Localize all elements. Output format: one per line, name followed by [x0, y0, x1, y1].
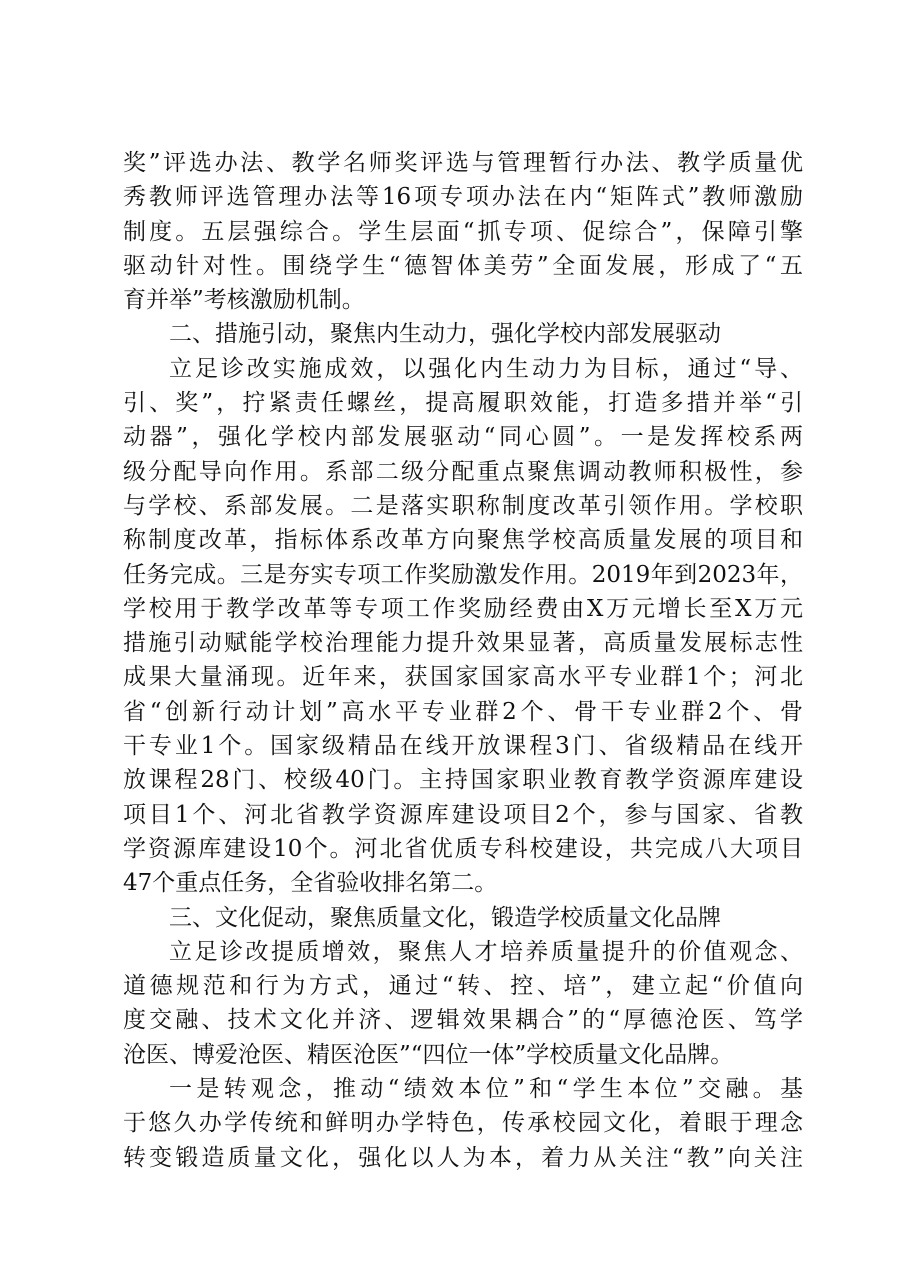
text-line: 动器”，强化学校内部发展驱动“同心圆”。一是发挥校系两: [123, 424, 803, 451]
text-line: 放课程28门、校级40门。主持国家职业教育教学资源库建设: [123, 767, 803, 794]
text-line: 育并举”考核激励机制。: [123, 287, 365, 314]
text-line: 转变锻造质量文化，强化以人为本，着力从关注“教”向关注: [123, 1144, 803, 1171]
text-line: 学资源库建设10个。河北省优质专科校建设，共完成八大项目: [123, 835, 803, 862]
body-text: [123, 146, 803, 1175]
text-line: 秀教师评选管理办法等16项专项办法在内“矩阵式”教师激励: [123, 184, 803, 211]
text-line: 任务完成。三是夯实专项工作奖励激发作用。2019年到2023年，: [123, 561, 803, 588]
text-line: 道德规范和行为方式，通过“转、控、培”，建立起“价值向: [123, 973, 803, 1000]
text-line: 级分配导向作用。系部二级分配重点聚焦调动教师积极性，参: [123, 458, 803, 485]
text-line: 47个重点任务，全省验收排名第二。: [123, 870, 498, 897]
text-line: 三、文化促动，聚焦质量文化，锻造学校质量文化品牌: [169, 904, 721, 931]
text-line: 与学校、系部发展。二是落实职称制度改革引领作用。学校职: [123, 492, 803, 519]
text-line: 成果大量涌现。近年来，获国家国家高水平专业群1个；河北: [123, 664, 803, 691]
text-line: 沧医、博爱沧医、精医沧医”“四位一体”学校质量文化品牌。: [123, 1041, 734, 1068]
text-line: 一是转观念，推动“绩效本位”和“学生本位”交融。基: [169, 1076, 803, 1103]
text-line: 奖”评选办法、教学名师奖评选与管理暂行办法、教学质量优: [123, 150, 803, 176]
text-line: 项目1个、河北省教学资源库建设项目2个，参与国家、省教: [123, 801, 803, 828]
text-line: 立足诊改提质增效，聚焦人才培养质量提升的价值观念、: [169, 938, 803, 965]
text-line: 省“创新行动计划”高水平专业群2个、骨干专业群2个、骨: [123, 698, 803, 725]
text-line: 立足诊改实施成效，以强化内生动力为目标，通过“导、: [169, 355, 803, 382]
text-line: 驱动针对性。围绕学生“德智体美劳”全面发展，形成了“五: [123, 252, 803, 279]
text-line: 于悠久办学传统和鲜明办学特色，传承校园文化，着眼于理念: [123, 1110, 803, 1137]
text-line: 二、措施引动，聚焦内生动力，强化学校内部发展驱动: [169, 321, 721, 348]
text-line: 度交融、技术文化并济、逻辑效果耦合”的“厚德沧医、笃学: [123, 1007, 803, 1034]
text-line: 措施引动赋能学校治理能力提升效果显著，高质量发展标志性: [123, 630, 803, 657]
text-line: 引、奖”，拧紧责任螺丝，提高履职效能，打造多措并举“引: [123, 390, 803, 417]
text-line: 干专业1个。国家级精品在线开放课程3门、省级精品在线开: [123, 733, 803, 760]
text-line: 学校用于教学改革等专项工作奖励经费由X万元增长至X万元: [123, 595, 803, 622]
text-line: 称制度改革，指标体系改革方向聚焦学校高质量发展的项目和: [123, 527, 803, 554]
text-line: 制度。五层强综合。学生层面“抓专项、促综合”，保障引擎: [123, 218, 803, 245]
